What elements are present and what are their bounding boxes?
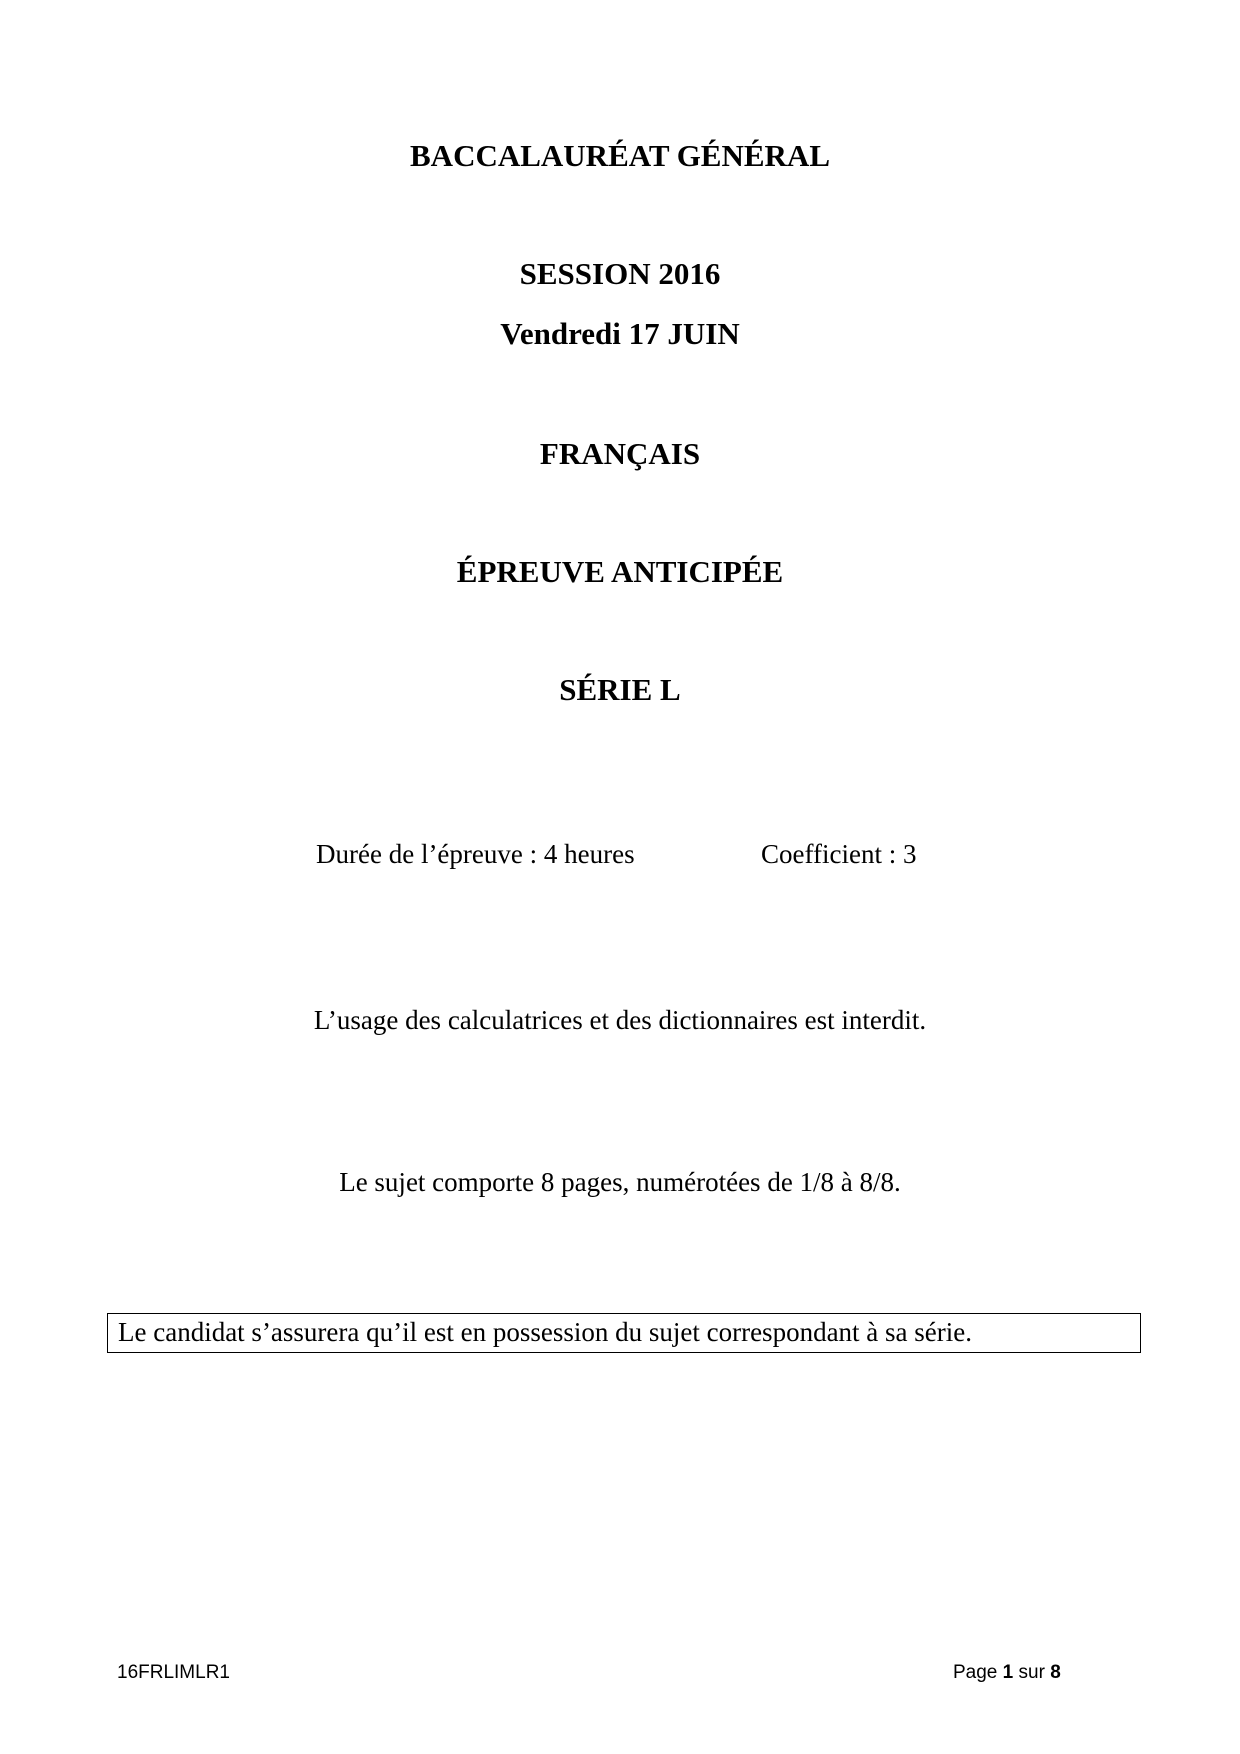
notice-box [107,1313,1141,1353]
exam-title: BACCALAURÉAT GÉNÉRAL [410,138,830,173]
footer-page-number [953,1661,1061,1685]
series-title: SÉRIE L [559,672,681,707]
exam-type: ÉPREUVE ANTICIPÉE [456,554,784,589]
page-total: 8 [1050,1662,1061,1683]
exam-duration: Durée de l’épreuve : 4 heures [316,839,635,869]
usage-rule: L’usage des calculatrices et des dictionnaires est interdit. [313,1005,927,1035]
exam-date: Vendredi 17 JUIN [500,316,740,351]
notice-text: Le candidat s’assurera qu’il est en possession du sujet correspondant à sa série. [118,1317,972,1347]
page-prefix: Page [953,1662,1003,1683]
footer-code: 16FRLIMLR1 [117,1662,230,1683]
exam-coefficient: Coefficient : 3 [761,839,917,869]
page-separator: sur [1013,1662,1051,1683]
session-year: SESSION 2016 [519,256,721,291]
subject-title: FRANÇAIS [539,436,701,471]
page-current: 1 [1002,1662,1014,1683]
page-count-note: Le sujet comporte 8 pages, numérotées de 1/8 à 8/8. [339,1167,901,1197]
